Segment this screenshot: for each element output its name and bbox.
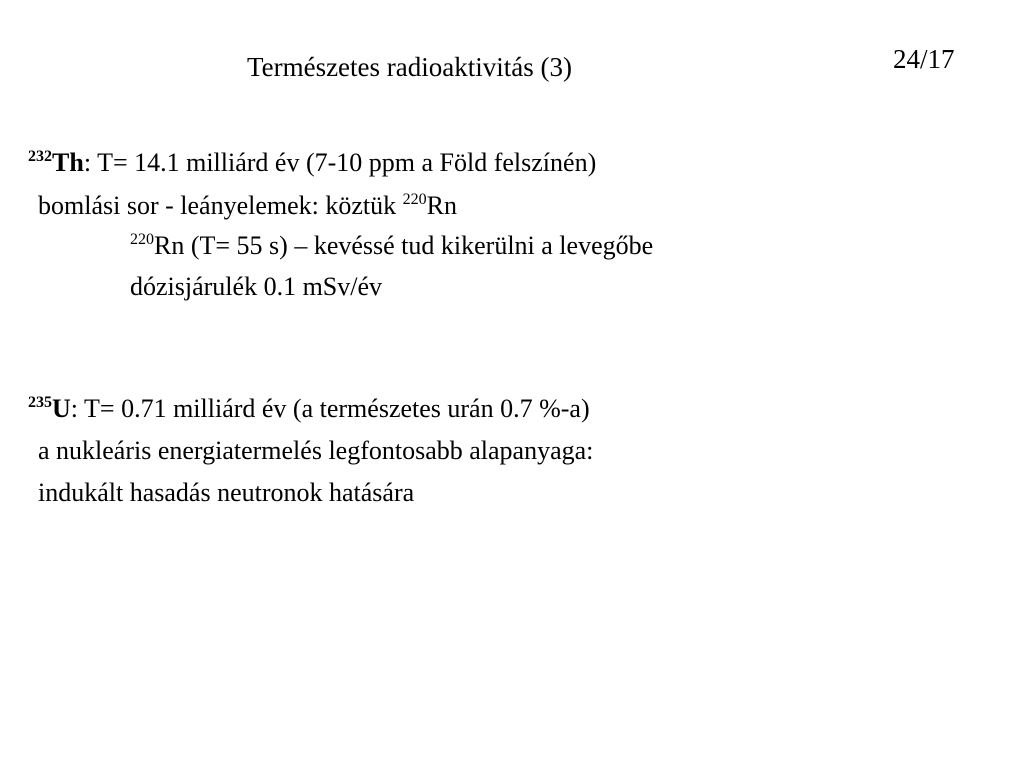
radon-mass-number: 220 [130, 231, 154, 248]
page-number: 24/17 [893, 44, 955, 74]
uranium-symbol: U [52, 394, 71, 423]
thorium-mass-number: 232 [28, 148, 52, 165]
uranium-energy-line: a nukleáris energiatermelés legfontosabb alapanyaga: [38, 436, 594, 465]
uranium-mass-number: 235 [28, 394, 52, 411]
thorium-halflife-text: : T= 14.1 milliárd év (7-10 ppm a Föld felszínén) [83, 148, 597, 177]
radon-dose-line: dózisjárulék 0.1 mSv/év [130, 272, 383, 301]
thorium-symbol: Th [52, 148, 84, 177]
radon-daughter-symbol: Rn [426, 191, 457, 220]
slide-title: Természetes radioaktivitás (3) [247, 52, 572, 82]
radon-daughter-mass-number: 220 [402, 191, 427, 208]
thorium-decay-text: bomlási sor - leányelemek: köztük [38, 191, 403, 220]
thorium-decay-line [38, 189, 457, 223]
uranium-halflife-line [28, 392, 590, 426]
uranium-halflife-text: : T= 0.71 milliárd év (a természetes urán 0.7 %-a) [70, 394, 590, 423]
thorium-halflife-line [28, 146, 596, 180]
uranium-fission-line: indukált hasadás neutronok hatására [38, 478, 415, 507]
radon-halflife-text: Rn (T= 55 s) – kevéssé tud kikerülni a levegőbe [154, 231, 654, 260]
radon-halflife-line [130, 229, 653, 263]
